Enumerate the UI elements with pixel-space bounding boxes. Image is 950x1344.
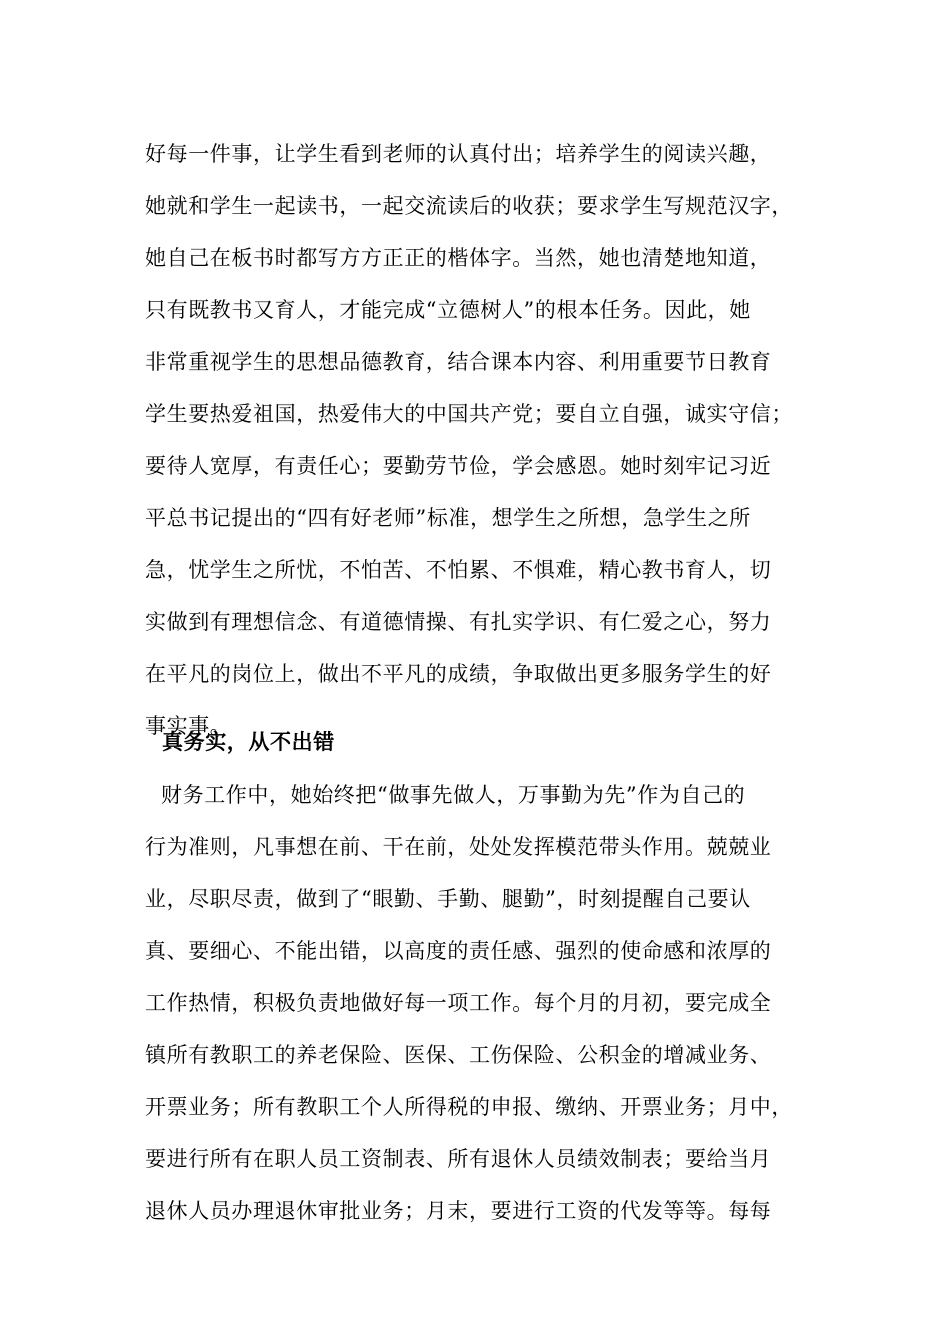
- paragraph-line: 财务工作中，她始终把“做事先做人，万事勤为先”作为自己的: [161, 783, 746, 807]
- paragraph-line: 学生要热爱祖国，热爱伟大的中国共产党；要自立自强，诚实守信；: [145, 402, 793, 426]
- paragraph-line: 非常重视学生的思想品德教育，结合课本内容、利用重要节日教育: [145, 350, 772, 374]
- paragraph-line: 实做到有理想信念、有道德情操、有扎实学识、有仁爱之心，努力: [145, 610, 772, 634]
- paragraph-2: [145, 769, 845, 1237]
- paragraph-line: 行为准则，凡事想在前、干在前，处处发挥模范带头作用。兢兢业: [145, 835, 772, 859]
- paragraph-line: 退休人员办理退休审批业务；月末，要进行工资的代发等等。每每: [145, 1199, 772, 1223]
- paragraph-line: 要进行所有在职人员工资制表、所有退休人员绩效制表；要给当月: [145, 1147, 772, 1171]
- paragraph-line: 要待人宽厚，有责任心；要勤劳节俭，学会感恩。她时刻牢记习近: [145, 454, 772, 478]
- paragraph-line: 只有既教书又育人，才能完成“立德树人”的根本任务。因此，她: [145, 298, 751, 322]
- paragraph-line: 开票业务；所有教职工个人所得税的申报、缴纳、开票业务；月中，: [145, 1095, 793, 1119]
- paragraph-1: [145, 128, 845, 752]
- paragraph-line: 在平凡的岗位上，做出不平凡的成绩，争取做出更多服务学生的好: [145, 662, 772, 686]
- paragraph-line: 平总书记提出的“四有好老师”标准，想学生之所想，急学生之所: [145, 506, 751, 530]
- paragraph-line: 真、要细心、不能出错，以高度的责任感、强烈的使命感和浓厚的: [145, 939, 772, 963]
- paragraph-line: 业，尽职尽责，做到了“眼勤、手勤、腿勤”，时刻提醒自己要认: [145, 887, 751, 911]
- paragraph-line: 好每一件事，让学生看到老师的认真付出；培养学生的阅读兴趣，: [145, 142, 772, 166]
- paragraph-line: 镇所有教职工的养老保险、医保、工伤保险、公积金的增减业务、: [145, 1043, 772, 1067]
- paragraph-line: 工作热情，积极负责地做好每一项工作。每个月的月初，要完成全: [145, 991, 772, 1015]
- paragraph-line: 她自己在板书时都写方方正正的楷体字。当然，她也清楚地知道，: [145, 246, 772, 270]
- paragraph-line: 急，忧学生之所忧，不怕苦、不怕累、不惧难，精心教书育人，切: [145, 558, 772, 582]
- paragraph-line: 她就和学生一起读书，一起交流读后的收获；要求学生写规范汉字，: [145, 194, 793, 218]
- paragraph-line: 事实事。: [145, 714, 232, 738]
- section-heading: 真务实，从不出错: [162, 730, 335, 754]
